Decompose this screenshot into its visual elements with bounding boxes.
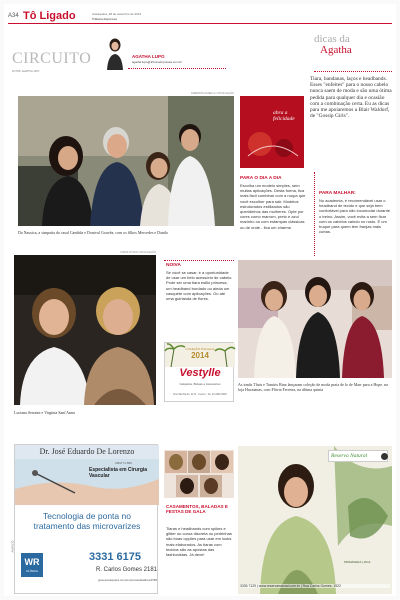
dateline: Araraquara, 28 de setembro de 2013 [92, 12, 142, 16]
malhar-heading: PARA MALHAR: [319, 191, 356, 196]
casamentos-photos [164, 450, 234, 498]
doctor-address: R. Carlos Gomes 2181 [95, 567, 157, 573]
vestylle-tag: COLEÇÃO Primavera [185, 347, 215, 351]
vestylle-year: 2014 [191, 351, 209, 360]
doctor-name: Dr. José Eduardo De Lorenzo [39, 447, 135, 456]
doctor-specialty: Especialista em Cirurgia Vascular [89, 467, 148, 479]
doctor-web: guia.araraquara.com/empresa/delathes3788 [97, 578, 157, 582]
dicas-heading [314, 34, 392, 72]
reserva-leaf-icon [381, 453, 388, 460]
photo-family-group [18, 96, 234, 226]
reserva-season: PRIMAVERA | 2014 [344, 560, 371, 564]
page-number: A34 [8, 13, 19, 19]
newspaper-page [4, 4, 396, 596]
photo-two-women [14, 255, 156, 405]
reserva-natural-ad [238, 446, 392, 594]
doctor-phone: 3331 6175 [89, 551, 141, 563]
dicas-heading-line2: Agatha [320, 44, 352, 56]
noiva-divider [164, 260, 234, 261]
reserva-logo-bar [328, 450, 388, 462]
doctor-tagline: Tecnologia de ponta no tratamento das microvarizes [33, 511, 141, 531]
section-title: Tô Ligado [23, 10, 76, 22]
doctor-photo [15, 459, 159, 505]
author-name: AGATHA LUPO [132, 54, 165, 59]
dicas-intro: Tiara, bandanas, laços e headbands. Esses "enfeites" para o nosso cabelo nunca saem de moda e são uma ótima pedida para qualquer dia e ocasião com a combinação certa. Eu as dicas para me apoiaremos a Blair Waldorf, de "Gossip Girls". [310, 76, 392, 120]
photo1-caption: Da Nausica, a simpatia do casal Candida e Donival Gouvêa, com os filhos Mercedes e Danilo [18, 230, 169, 235]
page-header [8, 10, 392, 24]
small-credit: FOTOS: AGATHA LUPO [12, 70, 40, 73]
noiva-body: Se você se casar, é a oportunidade de usar um belo acessório de cabelo. Pode ser uma tiara estilo princesa, um headband bordado ou ainda um casquete com aplicações. Ou até uma guirlanda de flores. [166, 270, 233, 302]
column-name: CIRCUITO [12, 50, 92, 67]
doctor-crm: CRM 71.660 [115, 461, 132, 465]
dia-a-dia-body: Escolha um modelo simples, sem muitas aplicações. Desta forma, fica mais fácil combinar com a roupa que você escolher para sair. Modelos estruturados estilizados são queridinhos das mulheres. Opte por cores como marrom, preto e azul marinho ou com estampas clássicas ou de onde - fica um charme. [240, 183, 306, 230]
doctor-side-label: ANÚNCIO [11, 540, 15, 553]
photo2-credit: KIROS FOTOS / DIVULGAÇÃO [120, 251, 156, 254]
malhar-divider [314, 172, 315, 256]
abra-felicidade-ad [240, 96, 304, 168]
noiva-heading: NOIVA [166, 263, 181, 268]
photo2-caption: Luciana Serraini e Virgínia Sant'Anna [14, 410, 75, 415]
photo-three-women [238, 260, 392, 378]
dia-a-dia-heading: PARA O DIA A DIA [240, 176, 282, 181]
column-header [8, 30, 230, 76]
casamentos-body: Tiaras e headbands com spikes e glitter ou coroa discreta ou pedrinhas são boas opções para usar em looks mais elaborados. As tiaras com tecidos são as apostas das fashionistas. Já deve! [166, 526, 232, 558]
photo3-caption: As irmãs Thais e Tamiris Bina lançaram coleção de moda praia de lo de Marr para a Hope, na loja Havaianas, com Flávia Ferreira, na última quinta [238, 382, 388, 392]
dicas-heading-line1: dicas da [314, 33, 350, 45]
vestylle-subtitle: Calçados, Bolsas e Acessórios [179, 382, 221, 386]
doctor-logo-sub: CLÍNICA [26, 569, 38, 573]
casamentos-heading: CASAMENTOS, BALADAS E FESTAS DE GALA [166, 504, 228, 515]
doctor-logo: WR [24, 557, 40, 567]
doctor-name-bar [15, 445, 159, 459]
publication-name: Tribuna Impressa [92, 17, 117, 21]
malhar-body: No academia, é recomendável usar o headband de tecido e que seja bem confortável para não incomodar durante o treino. Assim, você evita a sem ficar com os cabelos caindo no rosto. É um truque para quem tem franjas mais curtas. [319, 198, 390, 235]
doctor-logo-box [21, 553, 43, 577]
doctor-ad [11, 444, 158, 594]
column-divider [128, 68, 226, 69]
reserva-brand: Reserva Natural [331, 453, 368, 459]
vestylle-brand: Vestylle [179, 367, 221, 379]
author-email: agatha.lupo@tribunaimpressa.com.br [132, 60, 183, 64]
vestylle-address: Rua São Bento, 2174 - Centro - Tel. 16 3302-5000 [173, 393, 227, 396]
vestylle-ad [164, 342, 234, 402]
photo1-credit: EMERSON ZANELLA / DIVULGAÇÃO [191, 92, 234, 95]
reserva-footer: 3335 7129 | www.reservanatural.com.br | Rua Carlos Gomes, 1922 [240, 584, 390, 588]
abra-felicidade-text: abra a felicidade [273, 110, 295, 122]
author-photo [106, 36, 124, 70]
